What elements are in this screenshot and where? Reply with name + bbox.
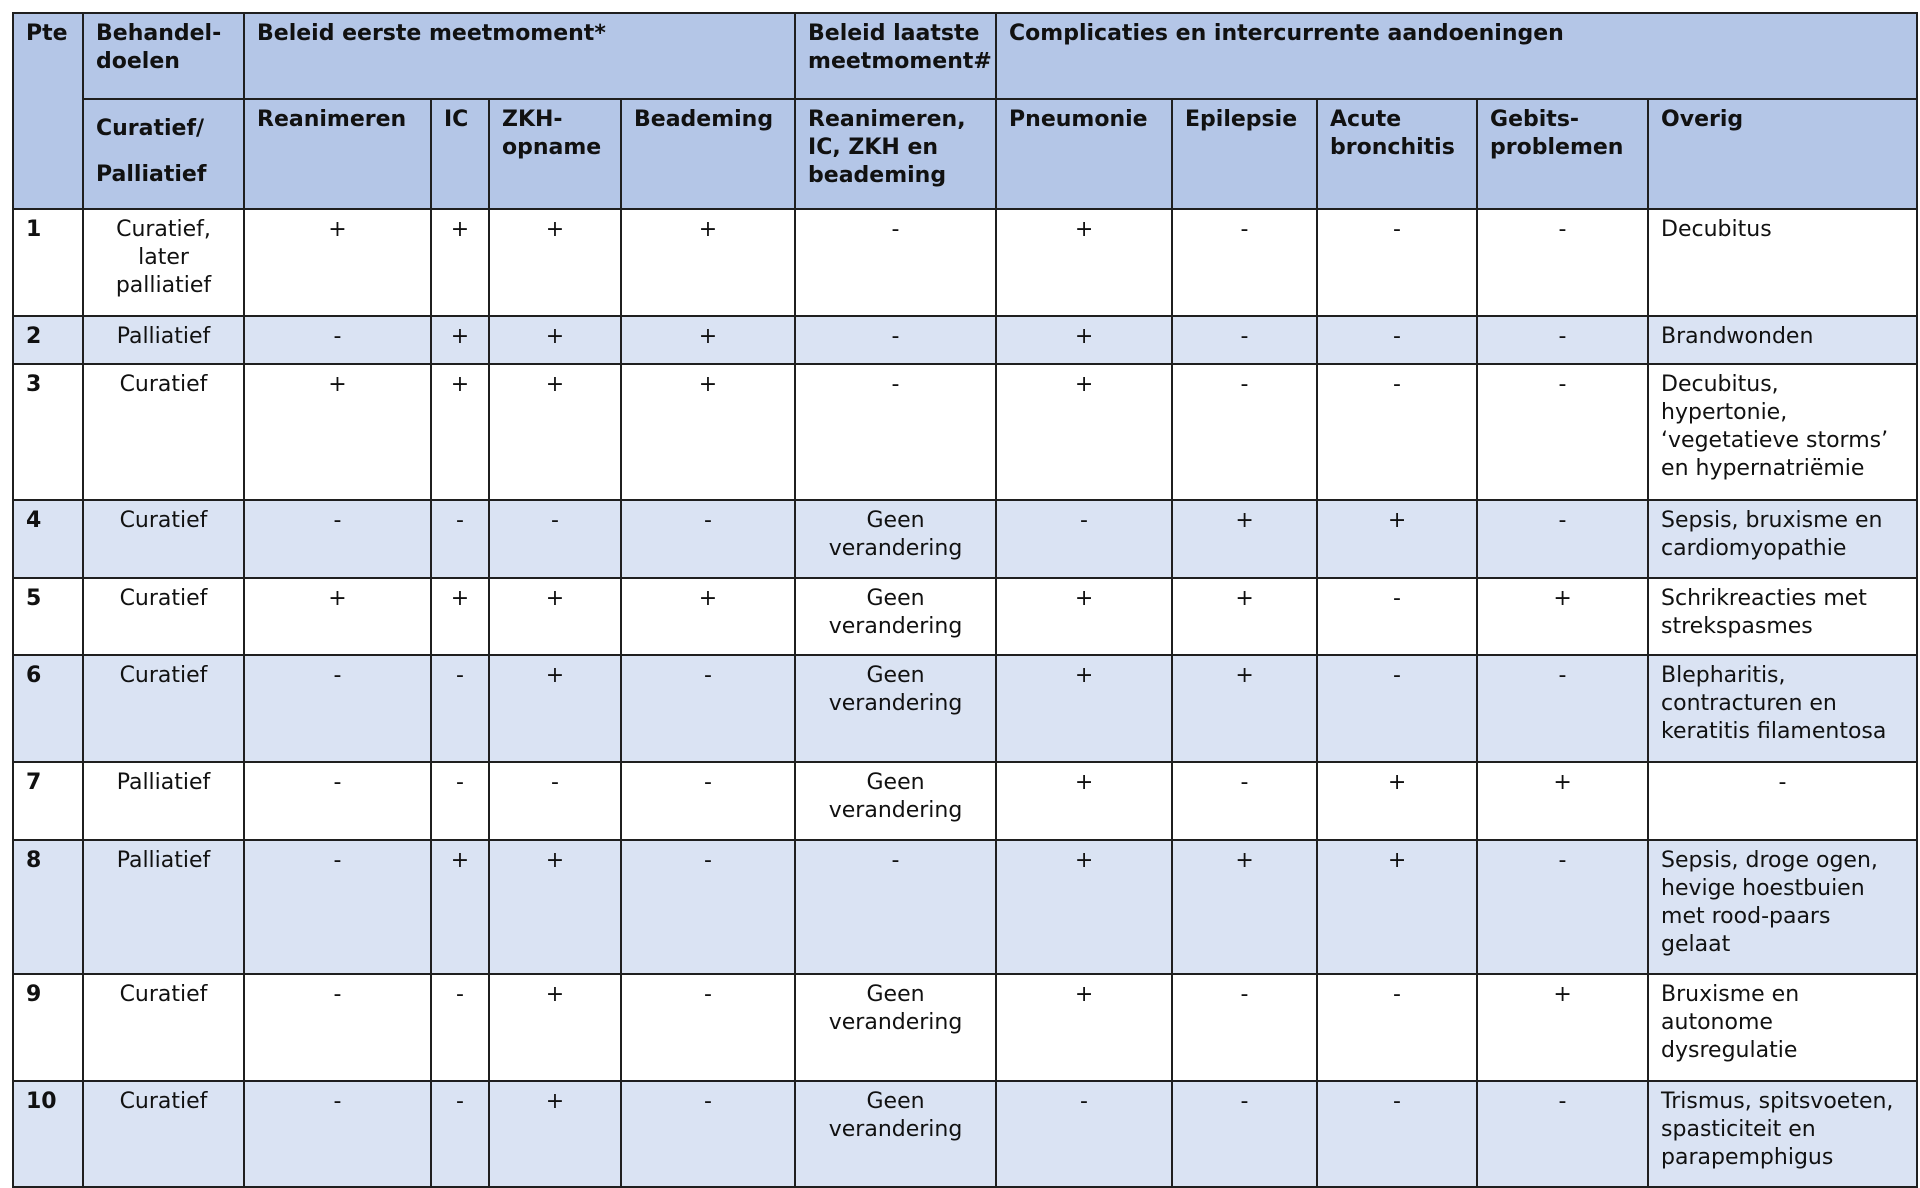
cell-beleid-laatste: - (795, 316, 996, 364)
cell-overig: - (1648, 762, 1917, 840)
cell-overig: Trismus, spitsvoeten, spasticiteit en parapemphigus (1648, 1081, 1917, 1187)
cell-epilepsie: - (1172, 974, 1317, 1081)
cell-zkh-opname: + (489, 316, 621, 364)
cell-behandeldoel: Curatief (83, 1081, 244, 1187)
cell-pneumonie: + (996, 974, 1172, 1081)
cell-behandeldoel: Curatief (83, 500, 244, 578)
header-behandeldoelen: Behandel-doelen (83, 13, 244, 99)
cell-ic: - (431, 655, 489, 762)
cell-behandeldoel: Palliatief (83, 840, 244, 974)
cell-overig: Sepsis, droge ogen, hevige hoestbuien met rood-paars gelaat (1648, 840, 1917, 974)
table-row (13, 316, 1917, 364)
cell-beademing: - (621, 974, 795, 1081)
cell-zkh-opname: - (489, 500, 621, 578)
cell-overig: Bruxisme en autonome dysregulatie (1648, 974, 1917, 1081)
header-epilepsie: Epilepsie (1172, 99, 1317, 209)
cell-epilepsie: - (1172, 316, 1317, 364)
cell-pneumonie: + (996, 316, 1172, 364)
cell-behandeldoel: Curatief (83, 655, 244, 762)
cell-acute-bronchitis: - (1317, 655, 1477, 762)
cell-pte: 4 (13, 500, 83, 578)
cell-acute-bronchitis: - (1317, 578, 1477, 655)
cell-beademing: + (621, 209, 795, 316)
cell-overig: Brandwonden (1648, 316, 1917, 364)
cell-beademing: + (621, 316, 795, 364)
table-row (13, 209, 1917, 316)
cell-gebitsproblemen: + (1477, 762, 1648, 840)
cell-zkh-opname: + (489, 364, 621, 500)
cell-gebitsproblemen: - (1477, 209, 1648, 316)
table-header (13, 13, 1917, 209)
cell-pneumonie: + (996, 840, 1172, 974)
cell-overig: Decubitus, hypertonie, ‘vegetatieve storms’ en hypernatriëmie (1648, 364, 1917, 500)
cell-epilepsie: - (1172, 762, 1317, 840)
cell-epilepsie: + (1172, 578, 1317, 655)
header-rean-ic-zkh-beademing: Reanimeren, IC, ZKH en beademing (795, 99, 996, 209)
cell-zkh-opname: - (489, 762, 621, 840)
header-gebitsproblemen: Gebits-problemen (1477, 99, 1648, 209)
cell-beleid-laatste: Geen verandering (795, 1081, 996, 1187)
cell-zkh-opname: + (489, 209, 621, 316)
cell-pte: 5 (13, 578, 83, 655)
cell-acute-bronchitis: + (1317, 840, 1477, 974)
cell-overig: Decubitus (1648, 209, 1917, 316)
table-row (13, 500, 1917, 578)
cell-acute-bronchitis: - (1317, 364, 1477, 500)
cell-epilepsie: - (1172, 364, 1317, 500)
cell-beademing: - (621, 655, 795, 762)
cell-behandeldoel: Palliatief (83, 316, 244, 364)
cell-pte: 3 (13, 364, 83, 500)
cell-pte: 1 (13, 209, 83, 316)
table-row (13, 1081, 1917, 1187)
cell-gebitsproblemen: + (1477, 974, 1648, 1081)
cell-reanimeren: - (244, 655, 431, 762)
cell-overig: Schrikreacties met strekspasmes (1648, 578, 1917, 655)
header-beademing: Beademing (621, 99, 795, 209)
cell-acute-bronchitis: + (1317, 762, 1477, 840)
cell-epilepsie: - (1172, 209, 1317, 316)
cell-pneumonie: + (996, 578, 1172, 655)
cell-pneumonie: + (996, 655, 1172, 762)
cell-pte: 2 (13, 316, 83, 364)
cell-beleid-laatste: Geen verandering (795, 500, 996, 578)
cell-beleid-laatste: Geen verandering (795, 578, 996, 655)
cell-epilepsie: + (1172, 655, 1317, 762)
cell-reanimeren: + (244, 209, 431, 316)
cell-beleid-laatste: Geen verandering (795, 655, 996, 762)
cell-pte: 7 (13, 762, 83, 840)
cell-zkh-opname: + (489, 655, 621, 762)
patient-table (12, 12, 1918, 1188)
cell-ic: + (431, 364, 489, 500)
cell-acute-bronchitis: - (1317, 1081, 1477, 1187)
cell-zkh-opname: + (489, 578, 621, 655)
cell-acute-bronchitis: - (1317, 209, 1477, 316)
cell-pneumonie: - (996, 500, 1172, 578)
table-row (13, 364, 1917, 500)
cell-beleid-laatste: - (795, 209, 996, 316)
header-row-top (13, 13, 1917, 99)
header-complicaties: Complicaties en intercurrente aandoeningen (996, 13, 1917, 99)
table-body (13, 209, 1917, 1187)
header-acute-bronchitis: Acute bronchitis (1317, 99, 1477, 209)
header-beleid-eerste: Beleid eerste meetmoment* (244, 13, 795, 99)
table-row (13, 840, 1917, 974)
cell-reanimeren: + (244, 364, 431, 500)
cell-behandeldoel: Curatief (83, 364, 244, 500)
cell-epilepsie: + (1172, 840, 1317, 974)
header-beleid-laatste: Beleid laatste meetmoment# (795, 13, 996, 99)
cell-pte: 10 (13, 1081, 83, 1187)
cell-ic: - (431, 974, 489, 1081)
cell-beleid-laatste: - (795, 364, 996, 500)
cell-ic: - (431, 500, 489, 578)
cell-ic: + (431, 209, 489, 316)
cell-overig: Blepharitis, contracturen en keratitis filamentosa (1648, 655, 1917, 762)
cell-behandeldoel: Curatief, later palliatief (83, 209, 244, 316)
header-overig: Overig (1648, 99, 1917, 209)
cell-reanimeren: + (244, 578, 431, 655)
cell-zkh-opname: + (489, 840, 621, 974)
cell-beademing: - (621, 762, 795, 840)
cell-reanimeren: - (244, 1081, 431, 1187)
header-reanimeren: Reanimeren (244, 99, 431, 209)
cell-gebitsproblemen: - (1477, 500, 1648, 578)
cell-beleid-laatste: Geen verandering (795, 974, 996, 1081)
cell-acute-bronchitis: + (1317, 500, 1477, 578)
cell-ic: + (431, 316, 489, 364)
table-container (12, 12, 1918, 1188)
header-pneumonie: Pneumonie (996, 99, 1172, 209)
table-row (13, 578, 1917, 655)
cell-pneumonie: - (996, 1081, 1172, 1187)
header-pte: Pte (13, 13, 83, 209)
cell-pte: 8 (13, 840, 83, 974)
cell-epilepsie: + (1172, 500, 1317, 578)
cell-ic: + (431, 840, 489, 974)
cell-gebitsproblemen: - (1477, 364, 1648, 500)
cell-pneumonie: + (996, 209, 1172, 316)
cell-zkh-opname: + (489, 974, 621, 1081)
cell-pneumonie: + (996, 364, 1172, 500)
cell-gebitsproblemen: + (1477, 578, 1648, 655)
cell-reanimeren: - (244, 500, 431, 578)
cell-zkh-opname: + (489, 1081, 621, 1187)
cell-reanimeren: - (244, 316, 431, 364)
cell-beademing: + (621, 364, 795, 500)
cell-pte: 9 (13, 974, 83, 1081)
table-row (13, 762, 1917, 840)
cell-ic: + (431, 578, 489, 655)
cell-beademing: - (621, 1081, 795, 1187)
cell-gebitsproblemen: - (1477, 1081, 1648, 1187)
cell-acute-bronchitis: - (1317, 974, 1477, 1081)
cell-pneumonie: + (996, 762, 1172, 840)
cell-beleid-laatste: - (795, 840, 996, 974)
cell-beleid-laatste: Geen verandering (795, 762, 996, 840)
header-curatief-palliatief: Curatief/ Palliatief (83, 99, 244, 209)
table-row (13, 974, 1917, 1081)
cell-gebitsproblemen: - (1477, 655, 1648, 762)
table-row (13, 655, 1917, 762)
cell-behandeldoel: Curatief (83, 974, 244, 1081)
header-zkh-opname: ZKH-opname (489, 99, 621, 209)
cell-reanimeren: - (244, 762, 431, 840)
cell-overig: Sepsis, bruxisme en cardiomyopathie (1648, 500, 1917, 578)
cell-beademing: - (621, 500, 795, 578)
cell-ic: - (431, 1081, 489, 1187)
cell-reanimeren: - (244, 974, 431, 1081)
cell-pte: 6 (13, 655, 83, 762)
cell-behandeldoel: Palliatief (83, 762, 244, 840)
cell-beademing: - (621, 840, 795, 974)
header-row-sub (13, 99, 1917, 209)
header-ic: IC (431, 99, 489, 209)
cell-gebitsproblemen: - (1477, 316, 1648, 364)
cell-behandeldoel: Curatief (83, 578, 244, 655)
cell-ic: - (431, 762, 489, 840)
cell-gebitsproblemen: - (1477, 840, 1648, 974)
cell-acute-bronchitis: - (1317, 316, 1477, 364)
cell-epilepsie: - (1172, 1081, 1317, 1187)
cell-beademing: + (621, 578, 795, 655)
cell-reanimeren: - (244, 840, 431, 974)
